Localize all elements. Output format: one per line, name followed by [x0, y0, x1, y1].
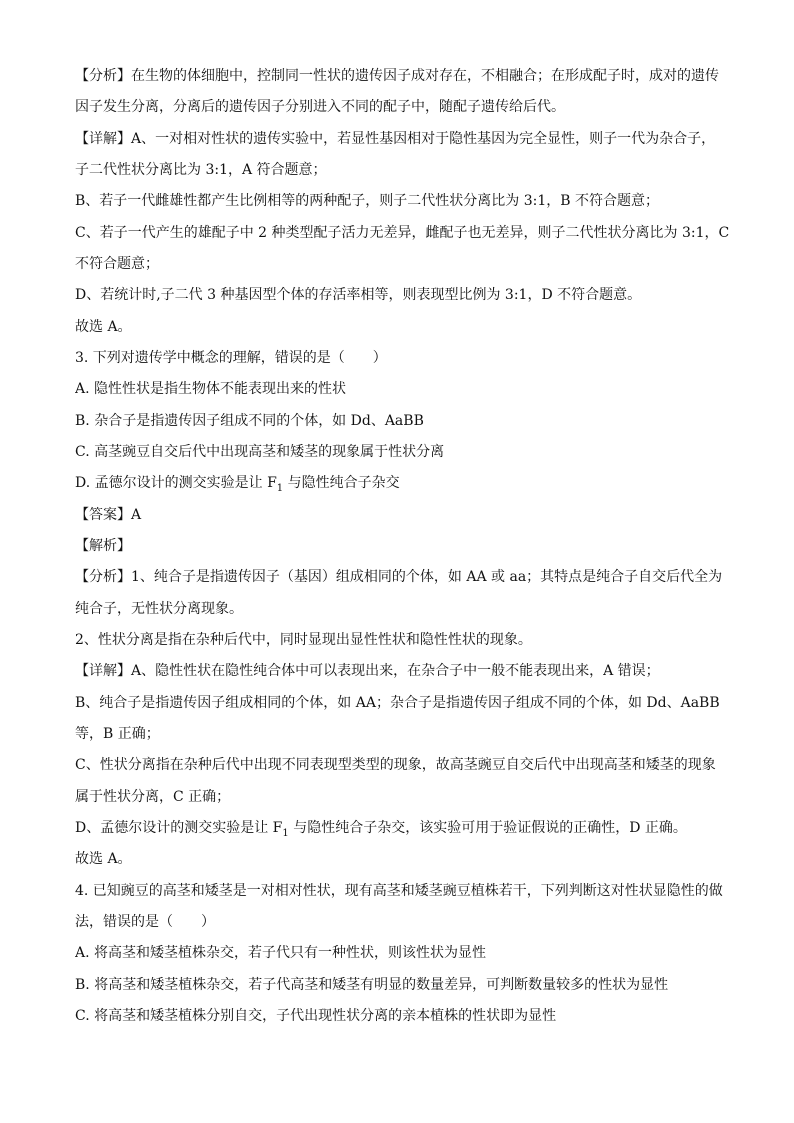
q3-analysis-line-2: 纯合子，无性状分离现象。: [75, 601, 243, 617]
q3-detail-line-2: B、纯合子是指遗传因子组成相同的个体，如 AA；杂合子是指遗传因子组成不同的个体，如 Dd、AaBB: [75, 695, 720, 711]
question-4-stem-line-1: 4. 已知豌豆的高茎和矮茎是一对相对性状，现有高茎和矮茎豌豆植株若干，下列判断这对性状显隐性的做: [75, 883, 723, 899]
detail-line-3: B、若子一代雌雄性都产生比例相等的两种配子，则子二代性状分离比为 3:1，B 不符合题意；: [75, 193, 660, 209]
question-3-option-d: [75, 474, 730, 492]
question-4-option-c: C. 将高茎和矮茎植株分别自交，子代出现性状分离的亲本植株的性状即为显性: [75, 1008, 557, 1024]
question-3-option-a: A. 隐性性状是指生物体不能表现出来的性状: [75, 381, 347, 397]
question-4-option-b: B. 将高茎和矮茎植株杂交，若子代高茎和矮茎有明显的数量差异，可判断数量较多的性状为显性: [75, 977, 669, 993]
explanation-label: 【解析】: [75, 538, 131, 554]
analysis-line-1: 【分析】在生物的体细胞中，控制同一性状的遗传因子成对存在，不相融合；在形成配子时，成对的遗传: [75, 68, 719, 84]
q3-answer-choice-line: 故选 A。: [75, 851, 132, 867]
answer-label: 【答案】A: [75, 507, 142, 523]
detail-line-1: 【详解】A、一对相对性状的遗传实验中，若显性基因相对于隐性基因为完全显性，则子一代为杂合子，: [75, 131, 716, 147]
q3-detail-d-text-2: 与隐性纯合子杂交，该实验可用于验证假说的正确性，D 正确。: [288, 820, 687, 836]
question-3-option-b: B. 杂合子是指遗传因子组成不同的个体，如 Dd、AaBB: [75, 413, 424, 429]
q3-analysis-line-1: 【分析】1、纯合子是指遗传因子（基因）组成相同的个体，如 AA 或 aa；其特点是纯合子自交后代全为: [75, 569, 723, 585]
q3-analysis-line-3: 2、性状分离是指在杂种后代中，同时显现出显性性状和隐性性状的现象。: [75, 632, 532, 648]
answer-choice-line: 故选 A。: [75, 319, 132, 335]
q3-detail-line-6: [75, 819, 730, 837]
option-d-text-2: 与隐性纯合子杂交: [283, 475, 400, 491]
option-d-subscript: 1: [276, 482, 284, 492]
q3-detail-d-subscript: 1: [282, 827, 289, 837]
analysis-line-2: 因子发生分离，分离后的遗传因子分别进入不同的配子中，随配子遗传给后代。: [75, 99, 565, 115]
question-4-option-a: A. 将高茎和矮茎植株杂交，若子代只有一种性状，则该性状为显性: [75, 945, 487, 961]
q3-detail-line-3: 等，B 正确；: [75, 726, 160, 742]
q3-detail-line-5: 属于性状分离，C 正确；: [75, 789, 231, 805]
detail-line-5: 不符合题意；: [75, 256, 159, 272]
option-d-text-1: D. 孟德尔设计的测交实验是让 F: [75, 475, 277, 491]
detail-line-2: 子二代性状分离比为 3:1，A 符合题意；: [75, 162, 327, 178]
q3-detail-line-1: 【详解】A、隐性性状在隐性纯合体中可以表现出来，在杂合子中一般不能表现出来，A 错误；: [75, 663, 660, 679]
question-4-stem-line-2: 法，错误的是（ ）: [75, 914, 215, 930]
question-3-option-c: C. 高茎豌豆自交后代中出现高茎和矮茎的现象属于性状分离: [75, 444, 445, 460]
detail-line-6: D、若统计时,子二代 3 种基因型个体的存活率相等，则表现型比例为 3:1，D 不符合题意。: [75, 287, 642, 303]
q3-detail-line-4: C、性状分离指在杂种后代中出现不同表现型类型的现象，故高茎豌豆自交后代中出现高茎和矮茎的现象: [75, 757, 716, 773]
q3-detail-d-text-1: D、孟德尔设计的测交实验是让 F: [75, 820, 283, 836]
question-3-stem: 3. 下列对遗传学中概念的理解，错误的是（ ）: [75, 350, 387, 366]
detail-line-4: C、若子一代产生的雄配子中 2 种类型配子活力无差异，雌配子也无差异，则子二代性状分离比为 3:1，C: [75, 225, 730, 241]
